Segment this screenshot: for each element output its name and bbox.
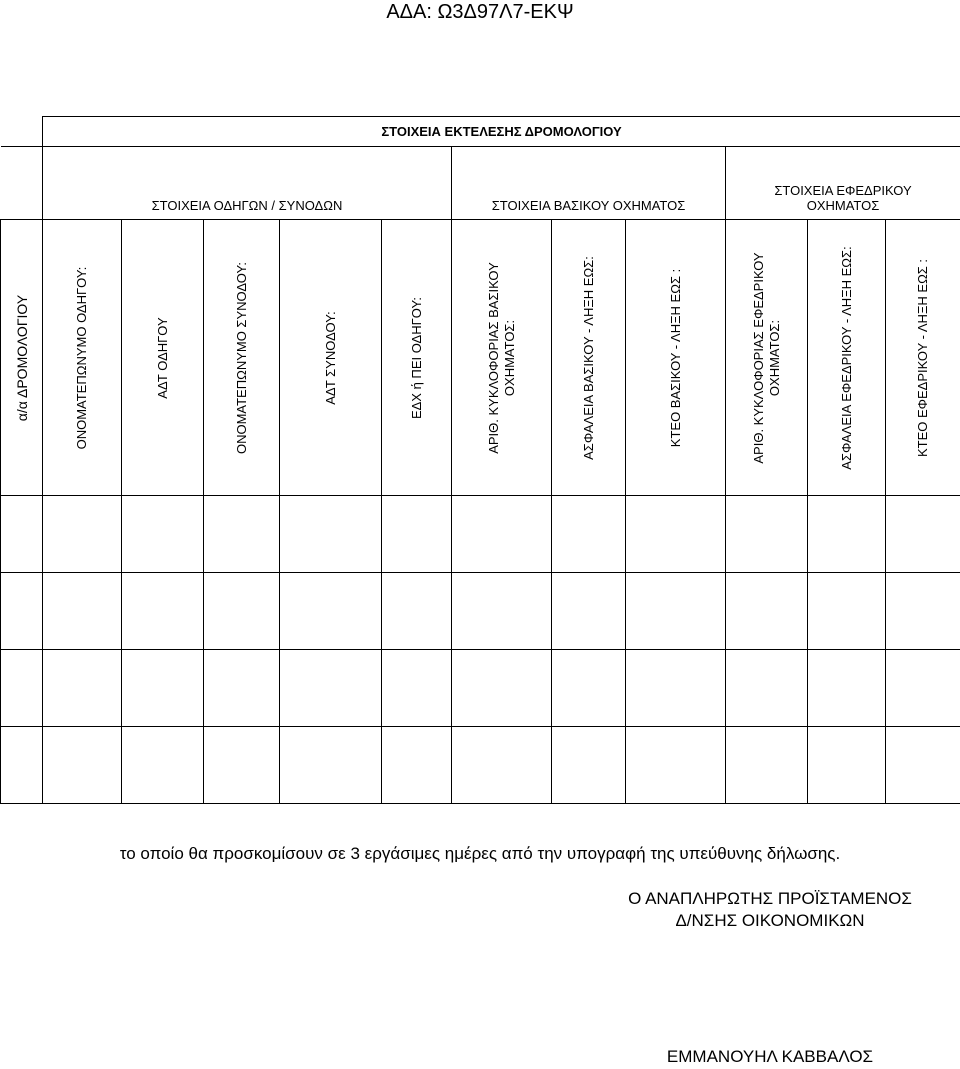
- table-cell[interactable]: [280, 727, 382, 804]
- table-cell[interactable]: [280, 496, 382, 573]
- table-cell[interactable]: [626, 650, 726, 727]
- col-header-driver-license: [382, 220, 452, 496]
- col-label: ΚΤΕΟ ΕΦΕΔΡΙΚΟΥ - ΛΗΞΗ ΕΩΣ :: [915, 258, 930, 457]
- table-cell[interactable]: [726, 573, 808, 650]
- table-cell[interactable]: [452, 650, 552, 727]
- note-text: το οποίο θα προσκομίσουν σε 3 εργάσιμες ημέρες από την υπογραφή της υπεύθυνης δήλωσης.: [119, 844, 841, 863]
- col-header-driver-name: [43, 220, 122, 496]
- table-cell[interactable]: [1, 727, 43, 804]
- table-cell[interactable]: [452, 727, 552, 804]
- col-label: ΟΝΟΜΑΤΕΠΩΝΥΜΟ ΟΔΗΓΟΥ:: [74, 266, 89, 449]
- table-cell[interactable]: [204, 727, 280, 804]
- col-header-backup-plate: [726, 220, 808, 496]
- route-execution-table: [0, 116, 960, 804]
- table-cell[interactable]: [886, 496, 960, 573]
- table-row: [1, 650, 960, 727]
- table-cell[interactable]: [886, 650, 960, 727]
- col-label: ΑΔΤ ΟΔΗΓΟΥ: [154, 316, 170, 399]
- table-cell[interactable]: [43, 650, 122, 727]
- signature-title: [540, 888, 960, 932]
- table-cell[interactable]: [382, 650, 452, 727]
- table-cell[interactable]: [808, 573, 886, 650]
- table-cell[interactable]: [886, 727, 960, 804]
- table-cell[interactable]: [726, 496, 808, 573]
- table-cell[interactable]: [808, 650, 886, 727]
- table-cell[interactable]: [280, 650, 382, 727]
- col-label: ΑΣΦΑΛΕΙΑ ΒΑΣΙΚΟΥ - ΛΗΞΗ ΕΩΣ:: [580, 255, 596, 460]
- table-cell[interactable]: [626, 727, 726, 804]
- table-cell[interactable]: [382, 496, 452, 573]
- signature-title-line2: Δ/ΝΣΗΣ ΟΙΚΟΝΟΜΙΚΩΝ: [675, 911, 865, 930]
- table-cell[interactable]: [1, 573, 43, 650]
- table-row: [1, 727, 960, 804]
- col-label: ΟΝΟΜΑΤΕΠΩΝΥΜΟ ΣΥΝΟΔΟΥ:: [233, 261, 249, 454]
- table-cell[interactable]: [626, 496, 726, 573]
- col-header-backup-insurance: [808, 220, 886, 496]
- col-header-backup-ktel: [886, 220, 960, 496]
- table-cell[interactable]: [43, 496, 122, 573]
- table-title: ΣΤΟΙΧΕΙΑ ΕΚΤΕΛΕΣΗΣ ΔΡΟΜΟΛΟΓΙΟΥ: [43, 117, 960, 147]
- table-cell[interactable]: [452, 496, 552, 573]
- col-header-main-insurance: [552, 220, 626, 496]
- col-label: ΚΤΕΟ ΒΑΣΙΚΟΥ - ΛΗΞΗ ΕΩΣ :: [667, 268, 683, 447]
- col-header-main-plate: [452, 220, 552, 496]
- table-cell[interactable]: [726, 650, 808, 727]
- table-cell[interactable]: [552, 573, 626, 650]
- table-cell[interactable]: [452, 573, 552, 650]
- table-cell[interactable]: [886, 573, 960, 650]
- table-cell[interactable]: [808, 727, 886, 804]
- group-drivers-header: ΣΤΟΙΧΕΙΑ ΟΔΗΓΩΝ / ΣΥΝΟΔΩΝ: [43, 147, 452, 220]
- table-cell[interactable]: [43, 727, 122, 804]
- table-cell[interactable]: [122, 496, 204, 573]
- empty-corner: [1, 117, 43, 147]
- signature-name: ΕΜΜΑΝΟΥΗΛ ΚΑΒΒΑΛΟΣ: [666, 1047, 874, 1066]
- col-label: ΑΣΦΑΛΕΙΑ ΕΦΕΔΡΙΚΟΥ - ΛΗΞΗ ΕΩΣ:: [838, 245, 854, 470]
- group-main-vehicle-header: ΣΤΟΙΧΕΙΑ ΒΑΣΙΚΟΥ ΟΧΗΜΑΤΟΣ: [452, 147, 726, 220]
- table-cell[interactable]: [808, 496, 886, 573]
- col-header-driver-id: [122, 220, 204, 496]
- table-cell[interactable]: [122, 573, 204, 650]
- table-cell[interactable]: [552, 727, 626, 804]
- col-label: ΕΔΧ ή ΠΕΙ ΟΔΗΓΟΥ:: [408, 296, 424, 419]
- table-cell[interactable]: [726, 727, 808, 804]
- col-label: α/α ΔΡΟΜΟΛΟΓΙΟΥ: [13, 294, 30, 421]
- col-header-route-no: [1, 220, 43, 496]
- empty-corner: [1, 147, 43, 220]
- signature-title-line1: Ο ΑΝΑΠΛΗΡΩΤΗΣ ΠΡΟΪΣΤΑΜΕΝΟΣ: [628, 889, 912, 908]
- table-cell[interactable]: [122, 727, 204, 804]
- group-backup-line1: ΣΤΟΙΧΕΙΑ ΕΦΕΔΡΙΚΟΥ: [774, 183, 912, 198]
- col-label: ΑΡΙΘ. ΚΥΚΛΟΦΟΡΙΑΣ ΒΑΣΙΚΟΥ ΟΧΗΜΑΤΟΣ:: [485, 261, 517, 454]
- col-header-escort-id: [280, 220, 382, 496]
- table-cell[interactable]: [1, 650, 43, 727]
- table-cell[interactable]: [43, 573, 122, 650]
- col-header-escort-name: [204, 220, 280, 496]
- group-backup-vehicle-header: [726, 147, 960, 220]
- col-label: ΑΔΤ ΣΥΝΟΔΟΥ:: [322, 310, 338, 405]
- table-cell[interactable]: [626, 573, 726, 650]
- table-row: [1, 496, 960, 573]
- table-cell[interactable]: [382, 727, 452, 804]
- col-header-main-ktel: [626, 220, 726, 496]
- table-cell[interactable]: [1, 496, 43, 573]
- table-cell[interactable]: [552, 650, 626, 727]
- table-cell[interactable]: [552, 496, 626, 573]
- table-cell[interactable]: [204, 650, 280, 727]
- table-cell[interactable]: [280, 573, 382, 650]
- table-cell[interactable]: [382, 573, 452, 650]
- table-row: [1, 573, 960, 650]
- table-cell[interactable]: [204, 496, 280, 573]
- ada-code: ΑΔΑ: Ω3Δ97Λ7-ΕΚΨ: [386, 1, 574, 23]
- group-backup-line2: ΟΧΗΜΑΤΟΣ: [806, 198, 880, 213]
- table-cell[interactable]: [122, 650, 204, 727]
- table-cell[interactable]: [204, 573, 280, 650]
- col-label: ΑΡΙΘ. ΚΥΚΛΟΦΟΡΙΑΣ ΕΦΕΔΡΙΚΟΥ ΟΧΗΜΑΤΟΣ:: [750, 251, 782, 464]
